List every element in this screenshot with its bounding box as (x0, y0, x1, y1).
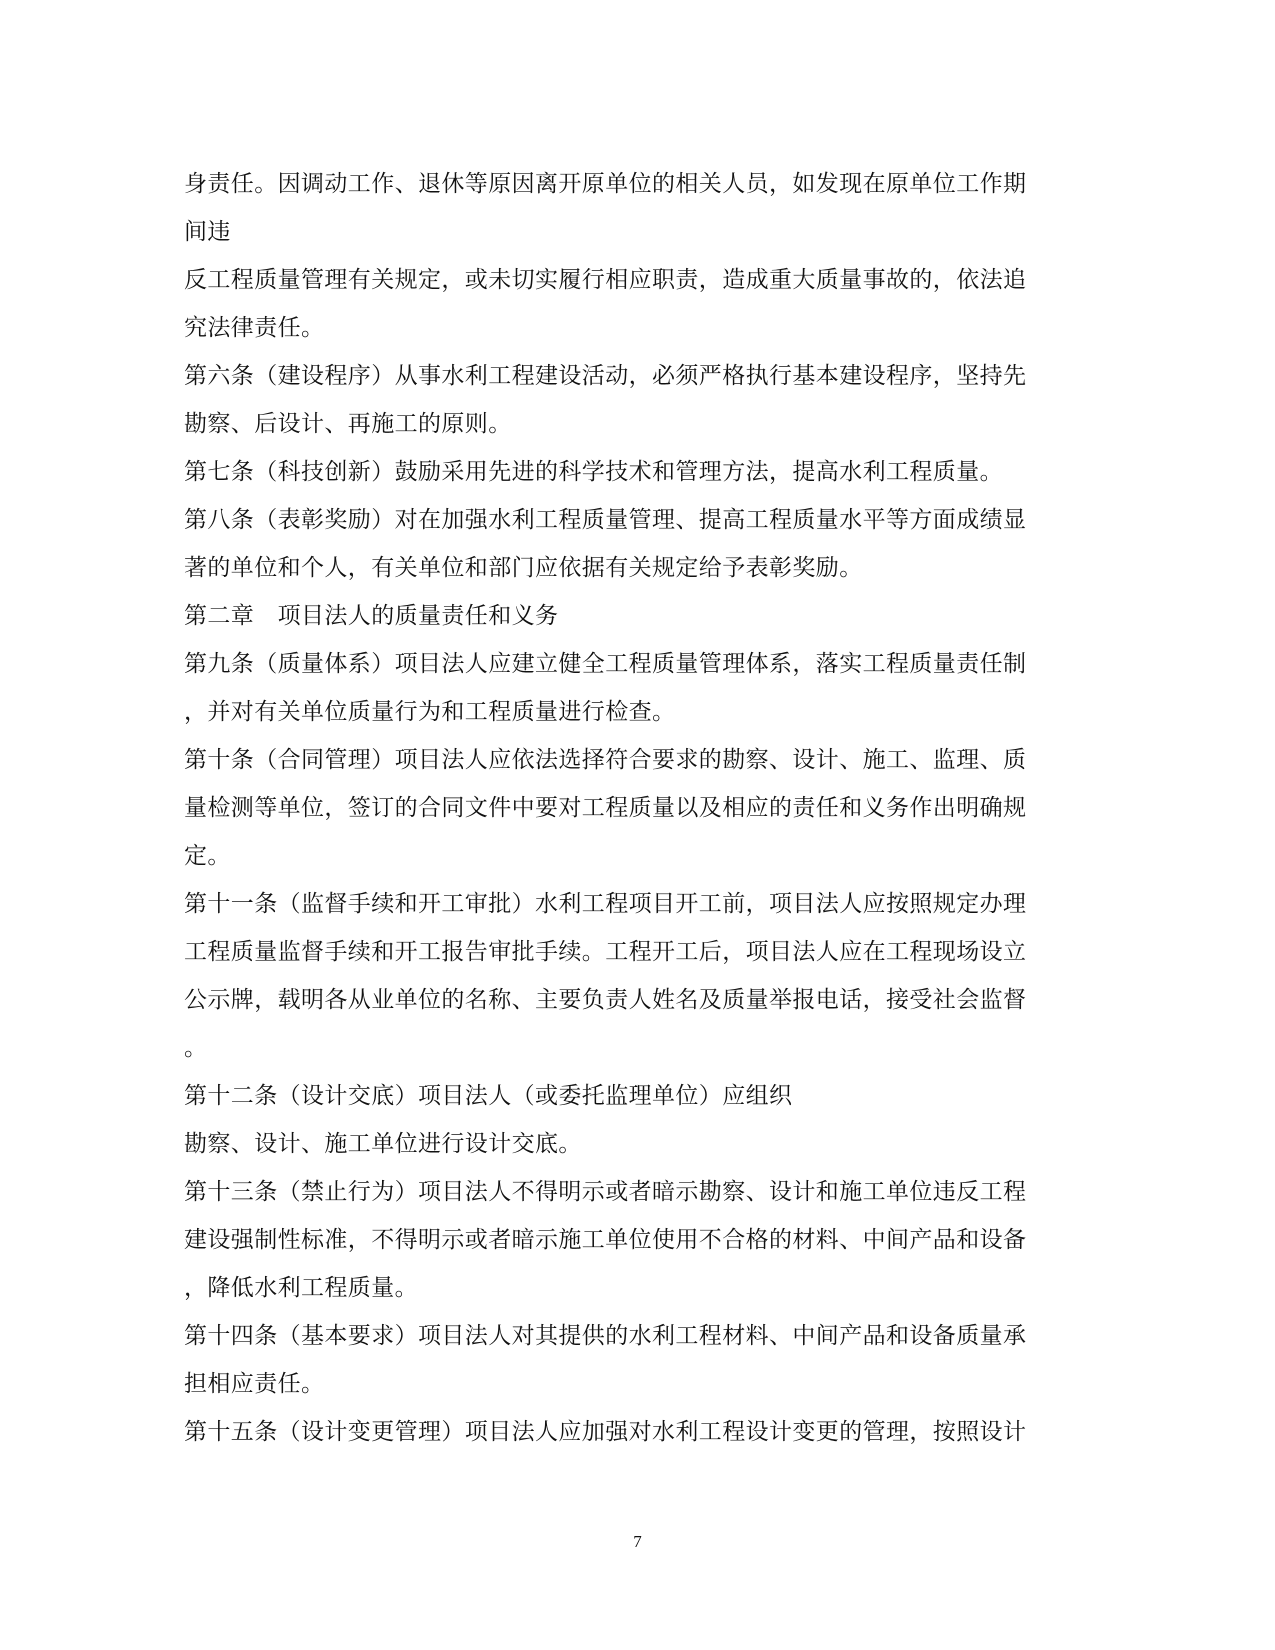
chapter-2-heading: 第二章 项目法人的质量责任和义务 (184, 603, 559, 629)
text-line: 著的单位和个人，有关单位和部门应依据有关规定给予表彰奖励。 (184, 555, 863, 581)
article-13-line: 第十三条（禁止行为）项目法人不得明示或者暗示勘察、设计和施工单位违反工程 (184, 1179, 1027, 1205)
article-10-line: 第十条（合同管理）项目法人应依法选择符合要求的勘察、设计、施工、监理、质 (184, 747, 1027, 773)
article-7-line: 第七条（科技创新）鼓励采用先进的科学技术和管理方法，提高水利工程质量。 (184, 459, 1003, 485)
article-12-line: 第十二条（设计交底）项目法人（或委托监理单位）应组织 (184, 1083, 793, 1109)
text-line: 担相应责任。 (184, 1371, 325, 1397)
article-8-line: 第八条（表彰奖励）对在加强水利工程质量管理、提高工程质量水平等方面成绩显 (184, 507, 1027, 533)
text-line: 量检测等单位，签订的合同文件中要对工程质量以及相应的责任和义务作出明确规 (184, 795, 1027, 821)
article-11-line: 第十一条（监督手续和开工审批）水利工程项目开工前，项目法人应按照规定办理 (184, 891, 1027, 917)
article-15-line: 第十五条（设计变更管理）项目法人应加强对水利工程设计变更的管理，按照设计 (184, 1419, 1027, 1445)
text-line: 勘察、后设计、再施工的原则。 (184, 411, 512, 437)
article-9-line: 第九条（质量体系）项目法人应建立健全工程质量管理体系，落实工程质量责任制 (184, 651, 1027, 677)
text-line: 定。 (184, 843, 231, 869)
page-number: 7 (633, 1532, 642, 1551)
text-line: 勘察、设计、施工单位进行设计交底。 (184, 1131, 582, 1157)
article-14-line: 第十四条（基本要求）项目法人对其提供的水利工程材料、中间产品和设备质量承 (184, 1323, 1027, 1349)
text-line: 反工程质量管理有关规定，或未切实履行相应职责，造成重大质量事故的，依法追 (184, 267, 1027, 293)
article-6-line: 第六条（建设程序）从事水利工程建设活动，必须严格执行基本建设程序，坚持先 (184, 363, 1027, 389)
text-line: 工程质量监督手续和开工报告审批手续。工程开工后，项目法人应在工程现场设立 (184, 939, 1027, 965)
text-line: 间违 (184, 219, 231, 245)
text-line: 。 (184, 1035, 208, 1061)
text-line: ，并对有关单位质量行为和工程质量进行检查。 (184, 699, 676, 725)
text-line: 身责任。因调动工作、退休等原因离开原单位的相关人员，如发现在原单位工作期 (184, 171, 1027, 197)
text-line: 公示牌，载明各从业单位的名称、主要负责人姓名及质量举报电话，接受社会监督 (184, 987, 1027, 1013)
text-line: 究法律责任。 (184, 315, 325, 341)
document-body (184, 160, 1084, 1456)
text-line: ，降低水利工程质量。 (184, 1275, 418, 1301)
text-line: 建设强制性标准，不得明示或者暗示施工单位使用不合格的材料、中间产品和设备 (184, 1227, 1027, 1253)
